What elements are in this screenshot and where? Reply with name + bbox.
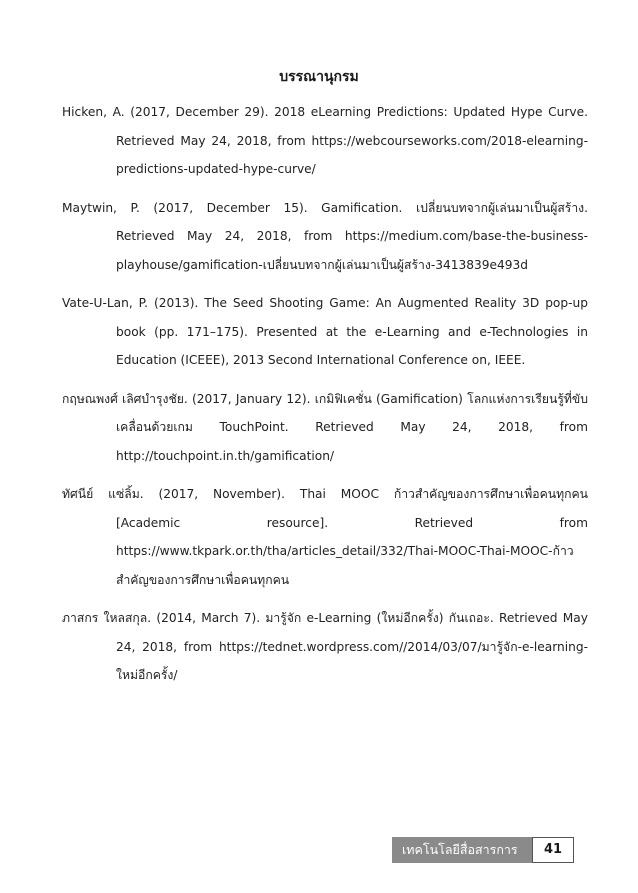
page-footer	[392, 837, 574, 883]
reference-entry: ภาสกร ใหลสกุล. (2014, March 7). มารู้จัก e-Learning (ใหม่อีกครั้ง) กันเถอะ. Retrieved May 24, 2018, from https://tednet.wordpress.com//2014/03/07/มารู้จัก-e-learning-ใหม่อีกครั้ง/	[62, 611, 588, 682]
reference-list	[62, 98, 588, 700]
reference-entry: Vate-U-Lan, P. (2013). The Seed Shooting Game: An Augmented Reality 3D pop-up book (pp. 171–175). Presented at the e-Learning and e-Technologies in Education (ICEEE), 2013 Second International Conference on, IEEE.	[62, 296, 588, 367]
page-number: 41	[532, 837, 574, 863]
reference-entry: ทัศนีย์ แซ่ลิ้ม. (2017, November). Thai MOOC ก้าวสำคัญของการศึกษาเพื่อคนทุกคน [Academic resource]. Retrieved from https://www.tkpark.or.th/tha/articles_detail/332/Thai-MOOC-Thai-MOOC-ก้าวสำคัญของการศึกษาเพื่อคนทุกคน	[62, 487, 588, 587]
reference-entry: กฤษณพงศ์ เลิศบำรุงชัย. (2017, January 12). เกมิฟิเคชั่น (Gamification) โลกแห่งการเรียนรู้ที่ขับเคลื่อนด้วยเกม TouchPoint. Retrieved May 24, 2018, from http://touchpoint.in.th/gamification/	[62, 391, 588, 463]
reference-entry: Hicken, A. (2017, December 29). 2018 eLearning Predictions: Updated Hype Curve. Retrieved May 24, 2018, from https://webcourseworks.com/2018-elearning-predictions-updated-hype-curve/	[62, 105, 588, 176]
reference-entry: Maytwin, P. (2017, December 15). Gamification. เปลี่ยนบทจากผู้เล่นมาเป็นผู้สร้าง. Retrieved May 24, 2018, from https://medium.com/base-the-business-playhouse/gamification-เปลี่ยนบทจากผู้เล่นมาเป็นผู้สร้าง-3413839e493d	[62, 200, 588, 272]
footer-book-title: เทคโนโลยีสื่อสารการศึกษา	[392, 837, 532, 863]
page-title: บรรณานุกรม	[279, 69, 359, 85]
